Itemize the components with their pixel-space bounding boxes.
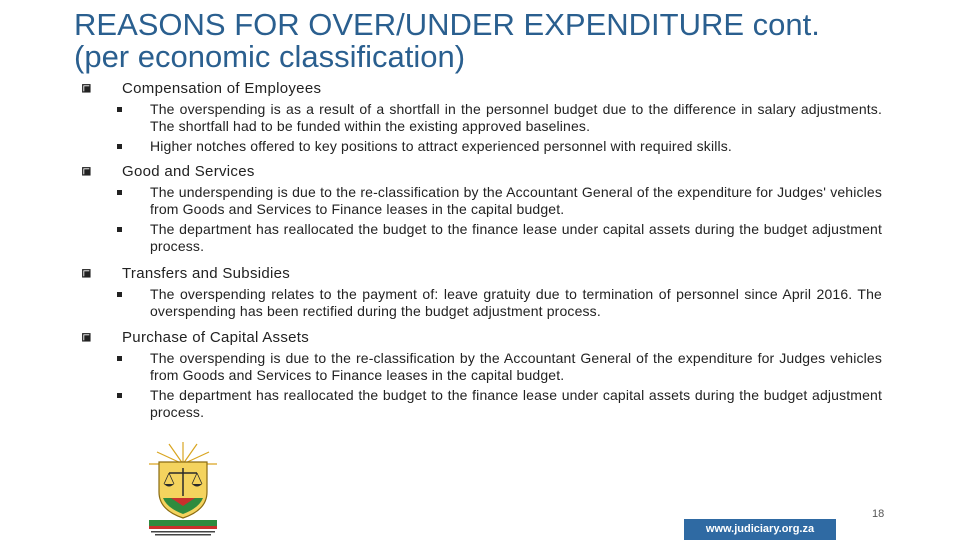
section-heading-row bbox=[82, 265, 882, 283]
bullet-text: The department has reallocated the budget to the finance lease under capital assets during the budget adjustment process. bbox=[150, 387, 882, 420]
section-heading: Compensation of Employees bbox=[122, 80, 322, 97]
bullet-list bbox=[82, 101, 882, 155]
bullet-list bbox=[82, 286, 882, 320]
bullet-item bbox=[82, 101, 882, 135]
title-line-2: (per economic classification) bbox=[74, 39, 466, 74]
square-bullet-icon bbox=[117, 292, 122, 297]
checkbox-bullet-icon bbox=[82, 167, 91, 176]
bullet-text: The department has reallocated the budget to the finance lease under capital assets during the budget adjustment process. bbox=[150, 221, 882, 254]
section-heading: Good and Services bbox=[122, 163, 255, 180]
section-heading: Purchase of Capital Assets bbox=[122, 329, 310, 346]
bullet-item bbox=[82, 138, 882, 155]
bullet-text: The overspending is as a result of a shortfall in the personnel budget due to the difference in salary adjustments. The shortfall had to be funded within the existing approved baselines. bbox=[150, 101, 882, 134]
section-compensation-of-employees bbox=[82, 80, 882, 155]
section-heading-row bbox=[82, 80, 882, 98]
section-heading-row bbox=[82, 163, 882, 181]
checkbox-bullet-icon bbox=[82, 84, 91, 93]
title-line-1: REASONS FOR OVER/UNDER EXPENDITURE cont. bbox=[74, 7, 820, 42]
bullet-list bbox=[82, 184, 882, 255]
bullet-text: The overspending relates to the payment of: leave gratuity due to termination of personnel since April 2016. The overspending has been rectified during the budget adjustment process. bbox=[150, 286, 882, 319]
bullet-list bbox=[82, 350, 882, 421]
square-bullet-icon bbox=[117, 227, 122, 232]
footer-website-link[interactable]: www.judiciary.org.za bbox=[684, 519, 836, 540]
checkbox-bullet-icon bbox=[82, 269, 91, 278]
scales-of-justice-crest-icon bbox=[143, 440, 223, 538]
bullet-text: The underspending is due to the re-classification by the Accountant General of the expenditure for Judges' vehicles from Goods and Services to Finance leases in the capital budget. bbox=[150, 184, 882, 217]
square-bullet-icon bbox=[117, 393, 122, 398]
bullet-item bbox=[82, 184, 882, 218]
section-heading: Transfers and Subsidies bbox=[122, 265, 291, 282]
square-bullet-icon bbox=[117, 190, 122, 195]
checkbox-bullet-icon bbox=[82, 333, 91, 342]
section-transfers-and-subsidies bbox=[82, 265, 882, 320]
slide-title bbox=[74, 9, 934, 73]
section-heading-row bbox=[82, 329, 882, 347]
page-number: 18 bbox=[872, 508, 885, 520]
bullet-item bbox=[82, 350, 882, 384]
bullet-text: The overspending is due to the re-classification by the Accountant General of the expenditure for Judges vehicles from Goods and Services to Finance leases in the capital budget. bbox=[150, 350, 882, 383]
square-bullet-icon bbox=[117, 356, 122, 361]
square-bullet-icon bbox=[117, 144, 122, 149]
bullet-item bbox=[82, 387, 882, 421]
bullet-text: Higher notches offered to key positions to attract experienced personnel with required skills. bbox=[150, 138, 732, 154]
section-purchase-of-capital-assets bbox=[82, 329, 882, 421]
square-bullet-icon bbox=[117, 107, 122, 112]
section-good-and-services bbox=[82, 163, 882, 255]
bullet-item bbox=[82, 221, 882, 255]
bullet-item bbox=[82, 286, 882, 320]
